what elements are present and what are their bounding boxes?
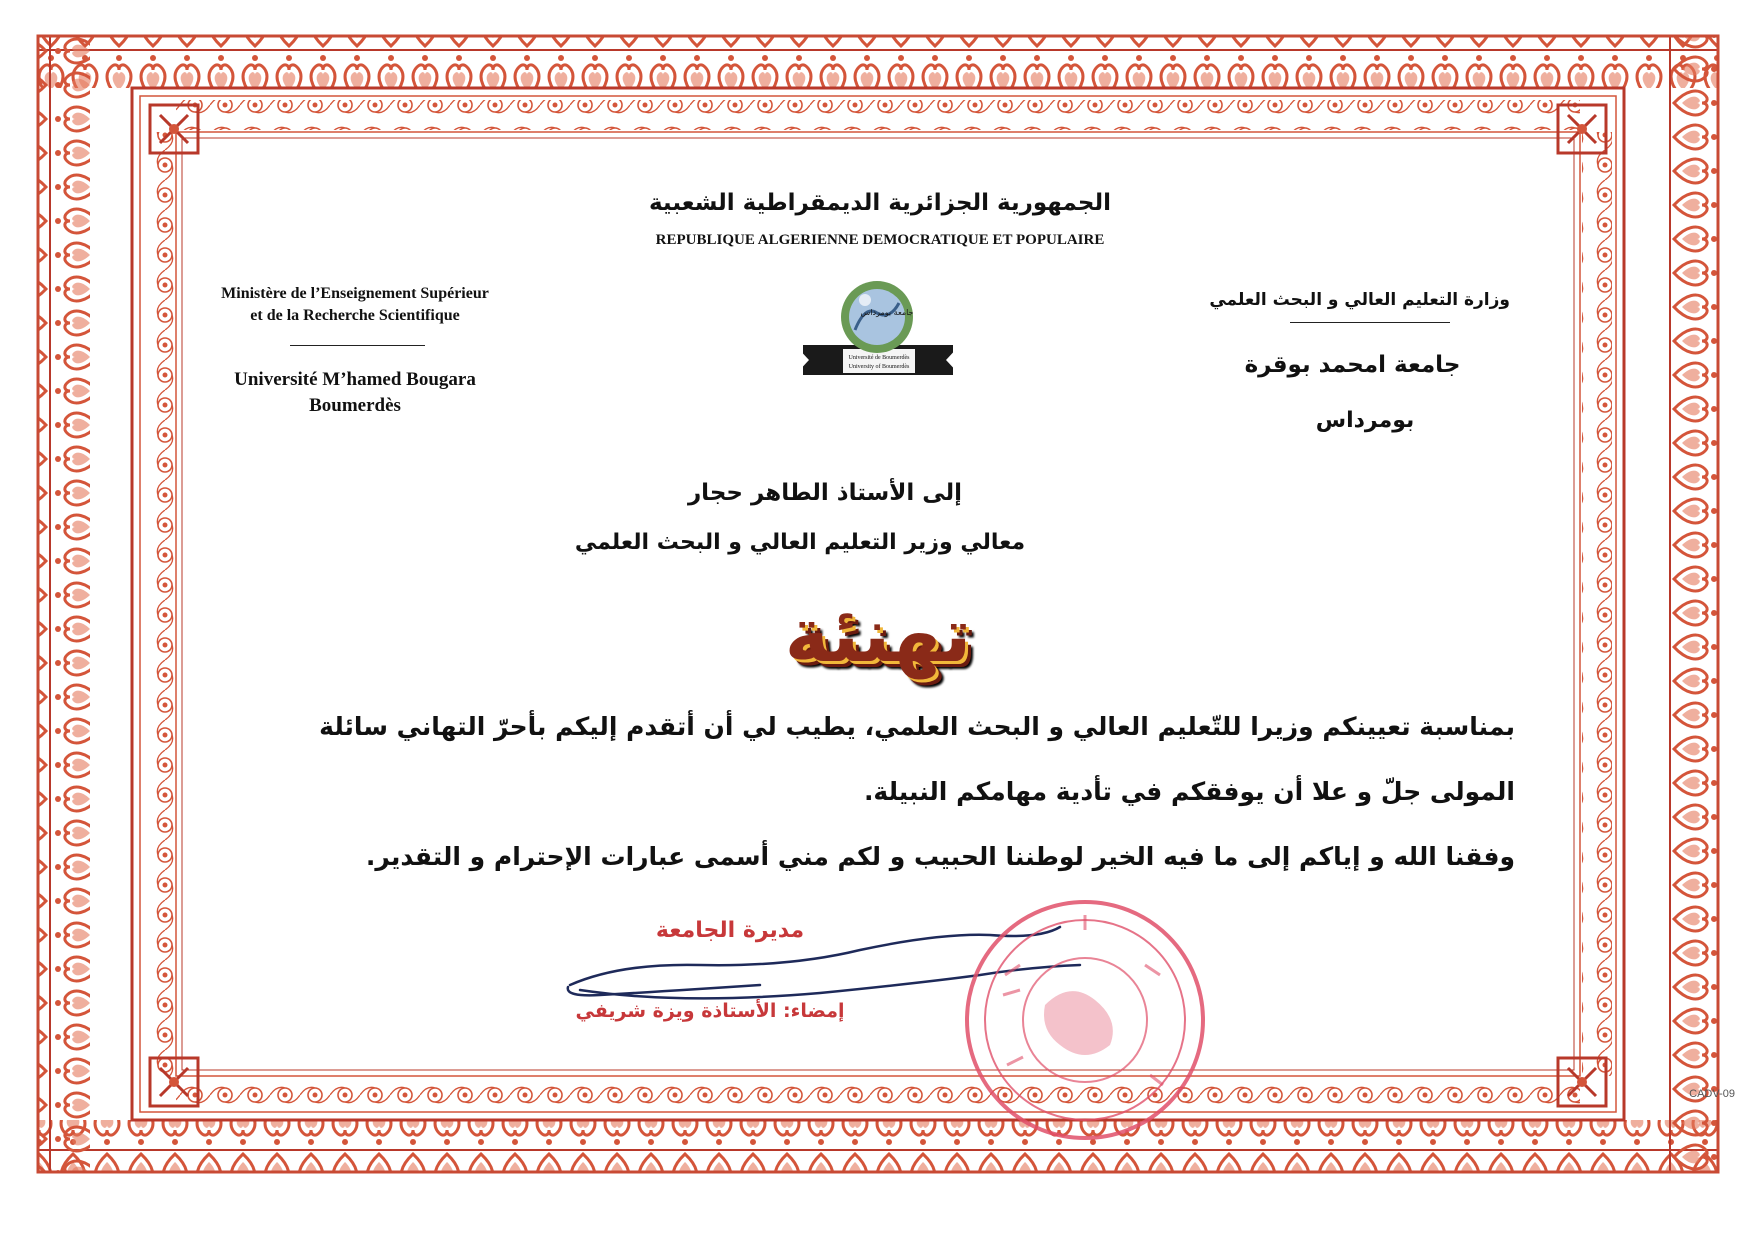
- reference-code: CADV-09: [1689, 1088, 1735, 1100]
- university-french: [195, 367, 515, 419]
- signer-name: إمضاء: الأستاذة ويزة شريفي: [575, 1000, 845, 1022]
- university-logo: [795, 275, 960, 390]
- body-line-3: وفقنا الله و إياكم إلى ما فيه الخير لوطننا الحبيب و لكم مني أسمى عبارات الإحترام و التقدير.: [365, 842, 1515, 871]
- logo-caption-en: University of Boumerdès: [848, 364, 910, 370]
- university-french-line2: Boumerdès: [309, 395, 401, 416]
- ministry-french-line2: et de la Recherche Scientifique: [250, 307, 460, 324]
- city-arabic: بومرداس: [1315, 408, 1415, 433]
- ministry-arabic: وزارة التعليم العالي و البحث العلمي: [1209, 290, 1510, 310]
- university-arabic: جامعة امحمد بوقرة: [1244, 352, 1461, 378]
- republic-title-french: REPUBLIQUE ALGERIENNE DEMOCRATIQUE ET POPULAIRE: [655, 232, 1105, 248]
- recipient-name: إلى الأستاذ الطاهر حجار: [687, 480, 963, 506]
- right-divider: [1290, 322, 1450, 323]
- body-line-2: المولى جلّ و علا أن يوفقكم في تأدية مهامكم النبيلة.: [863, 777, 1515, 806]
- ministry-french: [185, 283, 525, 327]
- ministry-french-line1: Ministère de l’Enseignement Supérieur: [221, 285, 489, 302]
- official-stamp: [945, 885, 1205, 1155]
- congratulations-heading: تهنئة: [784, 590, 972, 679]
- director-title: مديرة الجامعة: [655, 918, 805, 943]
- body-line-1: بمناسبة تعيينكم وزيرا للتّعليم العالي و البحث العلمي، يطيب لي أن أتقدم إليكم بأحرّ التهاني سائلة: [319, 712, 1515, 741]
- left-divider: [290, 345, 425, 346]
- republic-title-arabic: الجمهورية الجزائرية الديمقراطية الشعبية: [648, 190, 1112, 216]
- university-french-line1: Université M’hamed Bougara: [234, 369, 476, 390]
- recipient-title: معالي وزير التعليم العالي و البحث العلمي: [574, 530, 1026, 555]
- logo-caption-fr: Université de Boumerdès: [848, 355, 910, 361]
- logo-text-ar: جامعة بومرداس: [860, 308, 914, 317]
